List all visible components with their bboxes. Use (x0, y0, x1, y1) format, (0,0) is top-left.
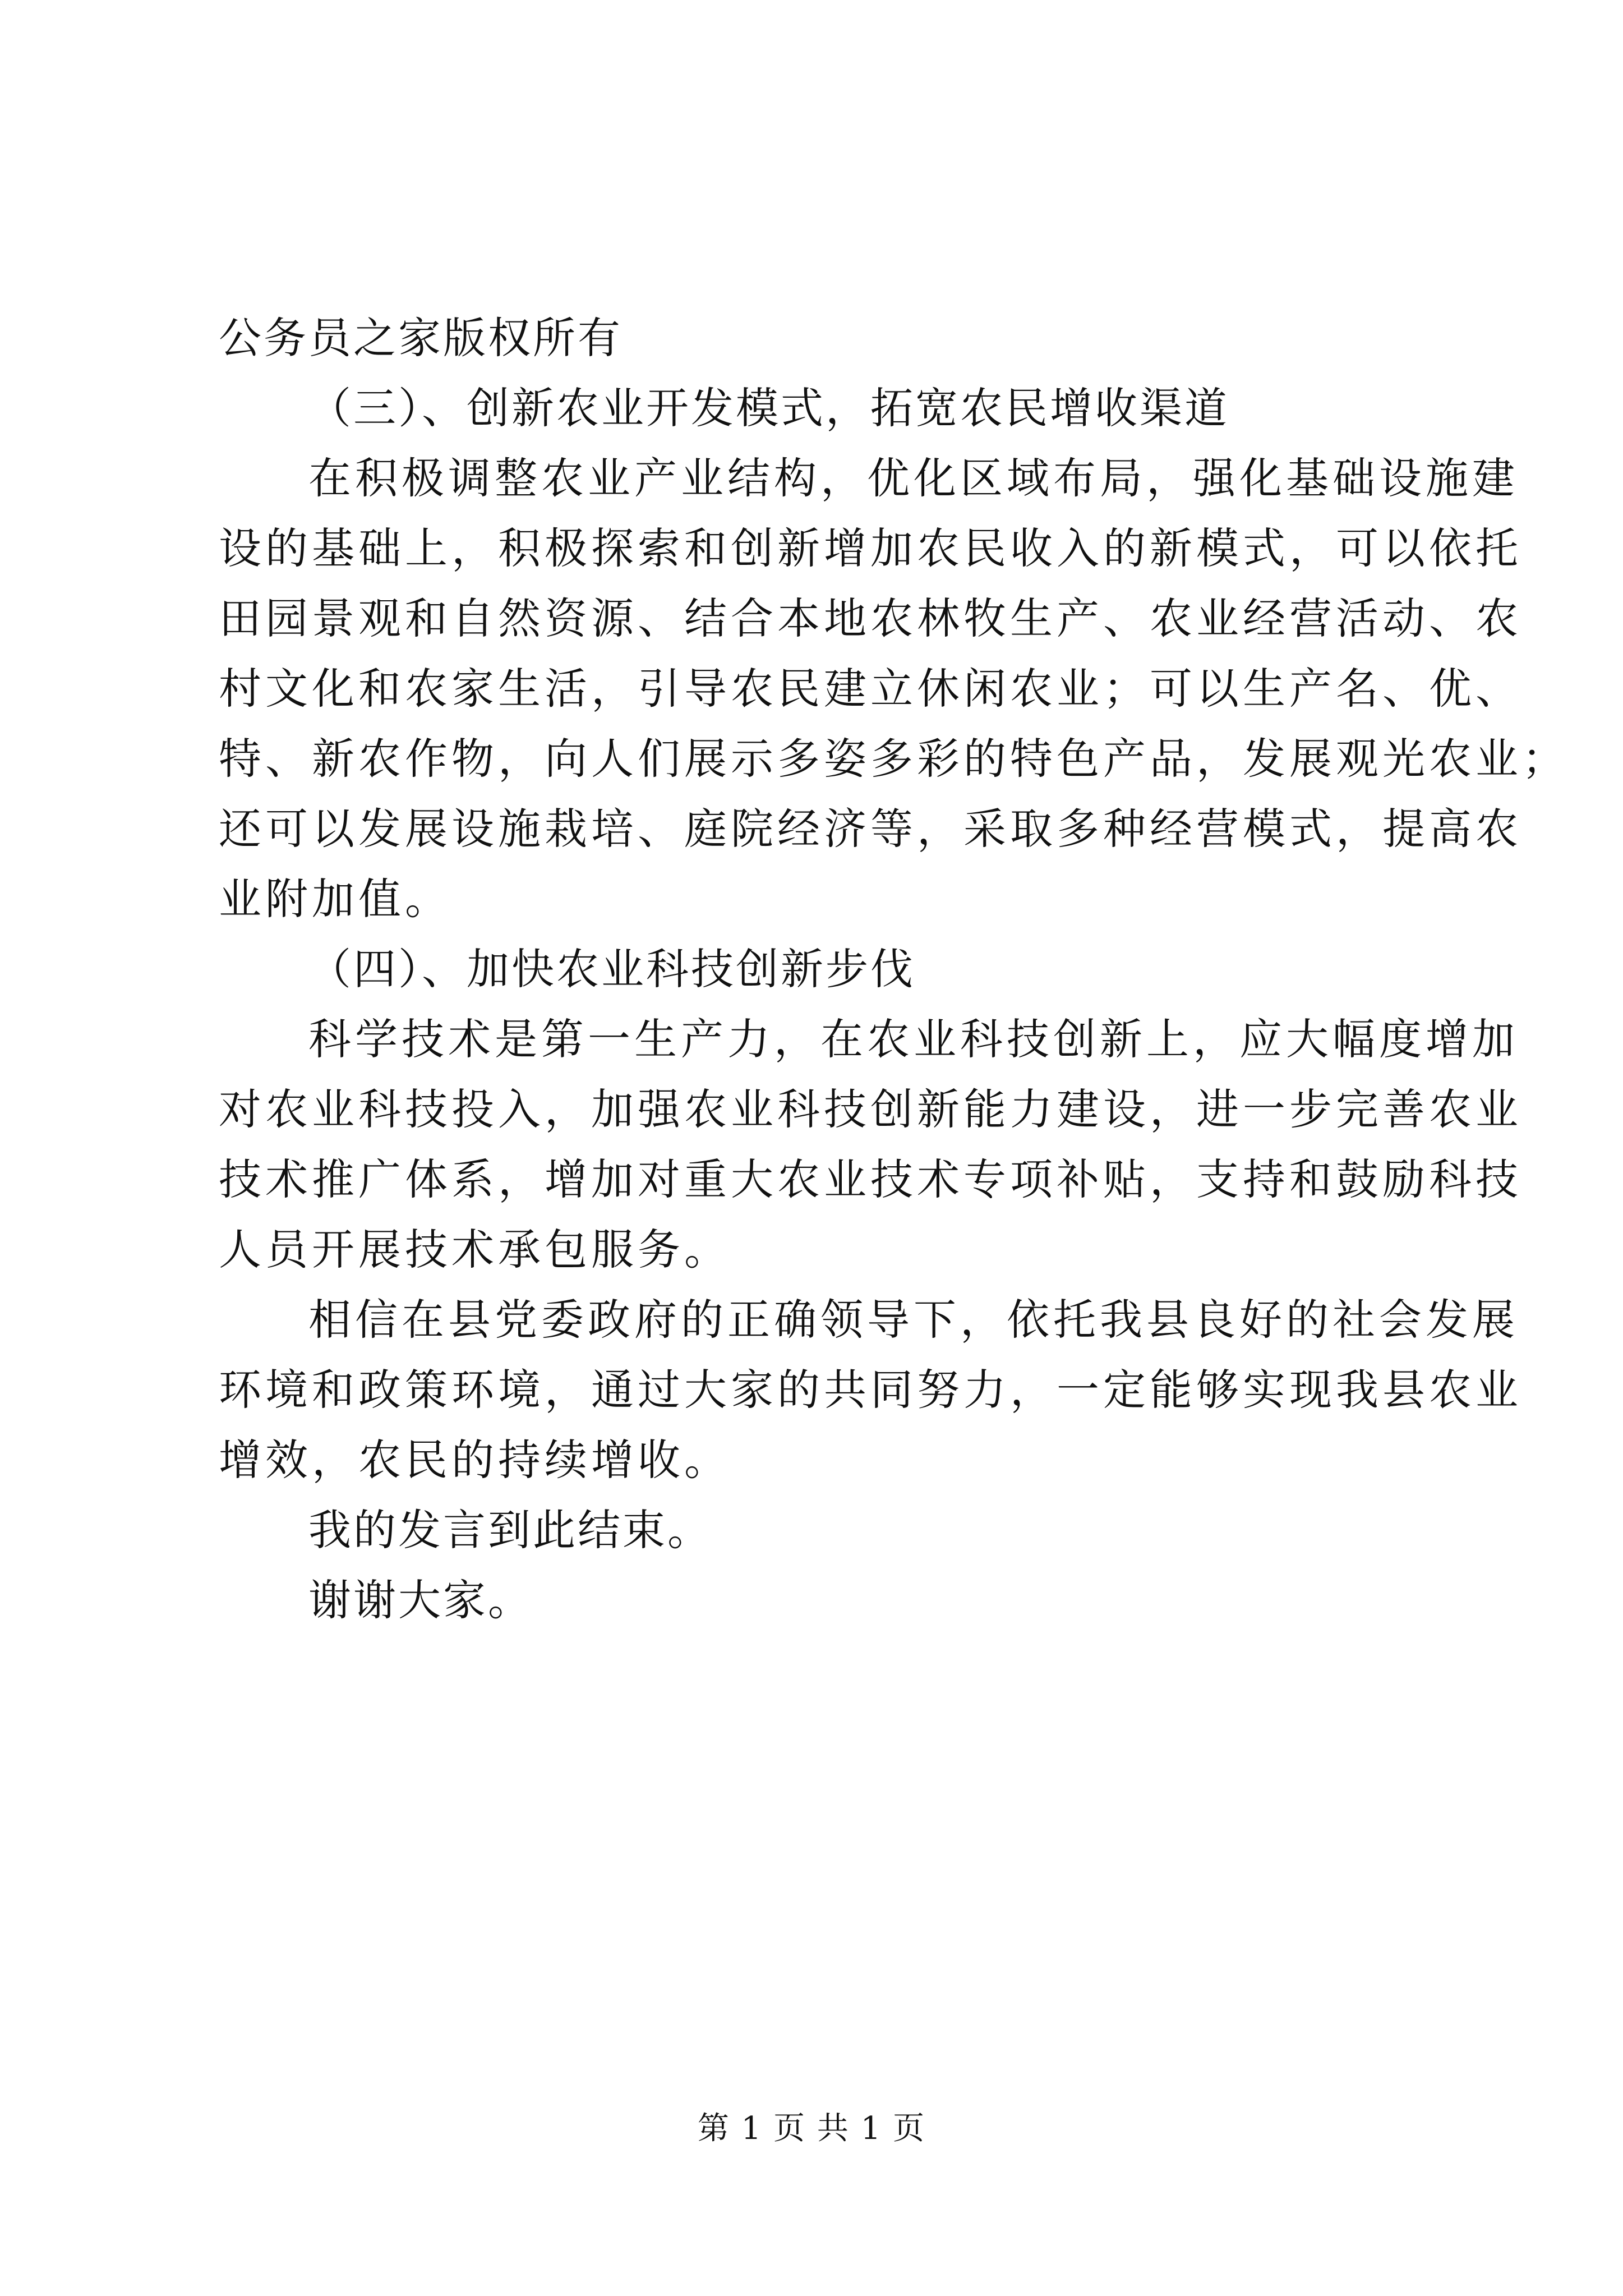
section4-line-1: 科学技术是第一生产力，在农业科技创新上，应大幅度增加 (308, 1014, 1519, 1064)
section3-line-6: 还可以发展设施栽培、庭院经济等，采取多种经营模式，提高农 (219, 804, 1522, 854)
section3-line-1: 在积极调整农业产业结构，优化区域布局，强化基础设施建 (308, 453, 1519, 503)
section-heading-3: （三）、创新农业开发模式，拓宽农民增收渠道 (308, 383, 1229, 433)
closing-statement: 我的发言到此结束。 (308, 1505, 712, 1555)
copyright-note: 公务员之家版权所有 (219, 313, 623, 363)
section3-line-7: 业附加值。 (219, 874, 451, 924)
section4-line-3: 技术推广体系，增加对重大农业技术专项补贴，支持和鼓励科技 (219, 1154, 1522, 1204)
thank-you: 谢谢大家。 (308, 1575, 533, 1625)
section4-line-4: 人员开展技术承包服务。 (219, 1225, 731, 1274)
document-body (219, 303, 1569, 1635)
page-number-footer: 第 1 页 共 1 页 (697, 2110, 926, 2147)
section3-line-4: 村文化和农家生活，引导农民建立休闲农业；可以生产名、优、 (219, 664, 1522, 714)
section4-line-2: 对农业科技投入，加强农业科技创新能力建设，进一步完善农业 (219, 1084, 1522, 1134)
conclusion-line-2: 环境和政策环境，通过大家的共同努力，一定能够实现我县农业 (219, 1365, 1522, 1415)
section3-line-3: 田园景观和自然资源、结合本地农林牧生产、农业经营活动、农 (219, 593, 1522, 643)
conclusion-line-3: 增效，农民的持续增收。 (219, 1435, 731, 1485)
conclusion-line-1: 相信在县党委政府的正确领导下，依托我县良好的社会发展 (308, 1295, 1519, 1345)
section3-line-2: 设的基础上，积极探索和创新增加农民收入的新模式，可以依托 (219, 523, 1522, 573)
section3-line-5: 特、新农作物，向人们展示多姿多彩的特色产品，发展观光农业； (219, 734, 1569, 784)
section-heading-4: （四）、加快农业科技创新步伐 (308, 944, 915, 994)
